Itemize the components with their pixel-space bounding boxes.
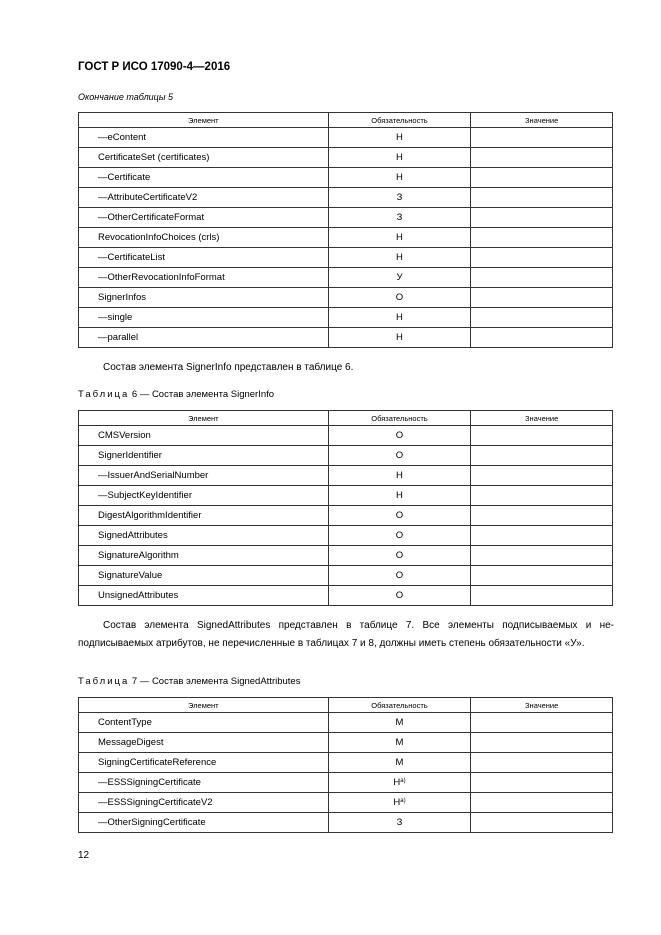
table-row <box>79 466 613 486</box>
element-cell: —OtherCertificateFormat <box>79 208 329 228</box>
obligation-value: М <box>395 737 404 748</box>
value-cell <box>471 486 613 506</box>
element-cell: RevocationInfoChoices (crls) <box>79 228 329 248</box>
obligation-value: У <box>396 272 403 283</box>
element-cell: CertificateSet (certificates) <box>79 148 329 168</box>
value-cell <box>471 328 613 348</box>
obligation-cell <box>328 426 471 446</box>
element-cell: —single <box>79 308 329 328</box>
obligation-cell <box>328 753 471 773</box>
column-header-value: Значение <box>471 411 613 426</box>
table5-caption: Окончание таблицы 5 <box>78 92 173 102</box>
value-cell <box>471 248 613 268</box>
element-cell: CMSVersion <box>79 426 329 446</box>
footnote-marker: а) <box>400 778 406 784</box>
table-row <box>79 426 613 446</box>
obligation-cell <box>328 713 471 733</box>
obligation-value: Н <box>393 777 401 788</box>
element-cell: MessageDigest <box>79 733 329 753</box>
element-cell: —eContent <box>79 128 329 148</box>
obligation-cell <box>328 813 471 833</box>
obligation-cell <box>328 793 471 813</box>
obligation-value: О <box>395 530 404 541</box>
obligation-cell <box>328 308 471 328</box>
table-row <box>79 248 613 268</box>
table-row <box>79 188 613 208</box>
obligation-cell <box>328 188 471 208</box>
value-cell <box>471 506 613 526</box>
table-row <box>79 526 613 546</box>
obligation-cell <box>328 446 471 466</box>
table-7 <box>78 697 613 833</box>
element-cell: SignatureAlgorithm <box>79 546 329 566</box>
element-cell: —OtherSigningCertificate <box>79 813 329 833</box>
table7-caption <box>78 676 300 687</box>
element-cell: SignerInfos <box>79 288 329 308</box>
obligation-cell <box>328 268 471 288</box>
table-row <box>79 713 613 733</box>
column-header-element: Элемент <box>79 113 329 128</box>
value-cell <box>471 208 613 228</box>
element-cell: SignedAttributes <box>79 526 329 546</box>
value-cell <box>471 813 613 833</box>
obligation-cell <box>328 128 471 148</box>
value-cell <box>471 148 613 168</box>
table-5 <box>78 112 613 348</box>
column-header-element: Элемент <box>79 698 329 713</box>
page-number: 12 <box>78 850 90 861</box>
column-header-value: Значение <box>471 113 613 128</box>
paragraph-signedattributes: Состав элемента SignedAttributes представлен в таблице 7. Все элементы подписываемых и не-подписываемых атрибутов, не перечисленные в таблицах 7 и 8, должны иметь степень обязательности «У». <box>78 620 614 649</box>
obligation-value: О <box>395 590 404 601</box>
value-cell <box>471 586 613 606</box>
obligation-cell <box>328 168 471 188</box>
table-row <box>79 753 613 773</box>
element-cell: ContentType <box>79 713 329 733</box>
obligation-cell <box>328 486 471 506</box>
value-cell <box>471 128 613 148</box>
table-row <box>79 148 613 168</box>
value-cell <box>471 466 613 486</box>
table-row <box>79 208 613 228</box>
obligation-value: З <box>396 192 403 203</box>
column-header-value: Значение <box>471 698 613 713</box>
obligation-value: Н <box>396 470 403 481</box>
value-cell <box>471 188 613 208</box>
table-row <box>79 566 613 586</box>
table6-caption <box>78 389 274 400</box>
table-row <box>79 586 613 606</box>
element-cell: —IssuerAndSerialNumber <box>79 466 329 486</box>
obligation-value: О <box>395 292 404 303</box>
obligation-cell <box>328 228 471 248</box>
value-cell <box>471 308 613 328</box>
column-header-obligation: Обязательность <box>328 698 471 713</box>
table-row <box>79 446 613 466</box>
element-cell: SigningCertificateReference <box>79 753 329 773</box>
obligation-cell <box>328 566 471 586</box>
table-row <box>79 288 613 308</box>
table-row <box>79 546 613 566</box>
element-cell: —parallel <box>79 328 329 348</box>
element-cell: —ESSSigningCertificateV2 <box>79 793 329 813</box>
value-cell <box>471 733 613 753</box>
obligation-cell <box>328 288 471 308</box>
column-header-obligation: Обязательность <box>328 411 471 426</box>
value-cell <box>471 268 613 288</box>
table-row <box>79 793 613 813</box>
value-cell <box>471 713 613 733</box>
table-row <box>79 773 613 793</box>
obligation-value: О <box>395 550 404 561</box>
element-cell: —Certificate <box>79 168 329 188</box>
obligation-value: О <box>395 430 404 441</box>
obligation-value: З <box>396 212 403 223</box>
element-cell: —CertificateList <box>79 248 329 268</box>
obligation-cell <box>328 526 471 546</box>
obligation-cell <box>328 733 471 753</box>
element-cell: UnsignedAttributes <box>79 586 329 606</box>
obligation-value: Н <box>396 252 403 263</box>
value-cell <box>471 446 613 466</box>
footnote-marker: а) <box>400 798 406 804</box>
element-cell: —AttributeCertificateV2 <box>79 188 329 208</box>
obligation-value: З <box>396 817 403 828</box>
element-cell: SignatureValue <box>79 566 329 586</box>
obligation-value: Н <box>393 797 401 808</box>
obligation-value: Н <box>396 312 403 323</box>
element-cell: —SubjectKeyIdentifier <box>79 486 329 506</box>
value-cell <box>471 566 613 586</box>
table-row <box>79 228 613 248</box>
table-row <box>79 268 613 288</box>
table-row <box>79 506 613 526</box>
element-cell: DigestAlgorithmIdentifier <box>79 506 329 526</box>
table-row <box>79 486 613 506</box>
obligation-cell <box>328 466 471 486</box>
obligation-value: О <box>395 570 404 581</box>
caption-label: Таблица <box>78 389 130 400</box>
obligation-cell <box>328 208 471 228</box>
obligation-value: Н <box>396 332 403 343</box>
value-cell <box>471 168 613 188</box>
table-row <box>79 128 613 148</box>
paragraph-signerinfo: Состав элемента SignerInfo представлен в таблице 6. <box>103 362 354 373</box>
table-row <box>79 813 613 833</box>
obligation-cell <box>328 586 471 606</box>
obligation-value: О <box>395 450 404 461</box>
value-cell <box>471 426 613 446</box>
obligation-cell <box>328 546 471 566</box>
column-header-obligation: Обязательность <box>328 113 471 128</box>
obligation-value: М <box>395 757 404 768</box>
table-row <box>79 308 613 328</box>
document-header: ГОСТ Р ИСО 17090-4—2016 <box>78 61 231 73</box>
element-cell: —OtherRevocationInfoFormat <box>79 268 329 288</box>
caption-text: 6 — Состав элемента SignerInfo <box>129 389 275 400</box>
column-header-element: Элемент <box>79 411 329 426</box>
table-6 <box>78 410 613 606</box>
obligation-value: Н <box>396 132 403 143</box>
obligation-cell <box>328 773 471 793</box>
obligation-cell <box>328 328 471 348</box>
table-row <box>79 168 613 188</box>
obligation-cell <box>328 148 471 168</box>
element-cell: SignerIdentifier <box>79 446 329 466</box>
obligation-value: Н <box>396 232 403 243</box>
value-cell <box>471 753 613 773</box>
obligation-cell <box>328 248 471 268</box>
obligation-value: О <box>395 510 404 521</box>
caption-label: Таблица <box>78 676 130 687</box>
value-cell <box>471 228 613 248</box>
table-row <box>79 328 613 348</box>
obligation-value: М <box>395 717 404 728</box>
value-cell <box>471 288 613 308</box>
value-cell <box>471 793 613 813</box>
caption-text: 7 — Состав элемента SignedAttributes <box>129 676 301 687</box>
obligation-value: Н <box>396 152 403 163</box>
element-cell: —ESSSigningCertificate <box>79 773 329 793</box>
table-row <box>79 733 613 753</box>
obligation-cell <box>328 506 471 526</box>
value-cell <box>471 546 613 566</box>
value-cell <box>471 526 613 546</box>
obligation-value: Н <box>396 490 403 501</box>
obligation-value: Н <box>396 172 403 183</box>
value-cell <box>471 773 613 793</box>
